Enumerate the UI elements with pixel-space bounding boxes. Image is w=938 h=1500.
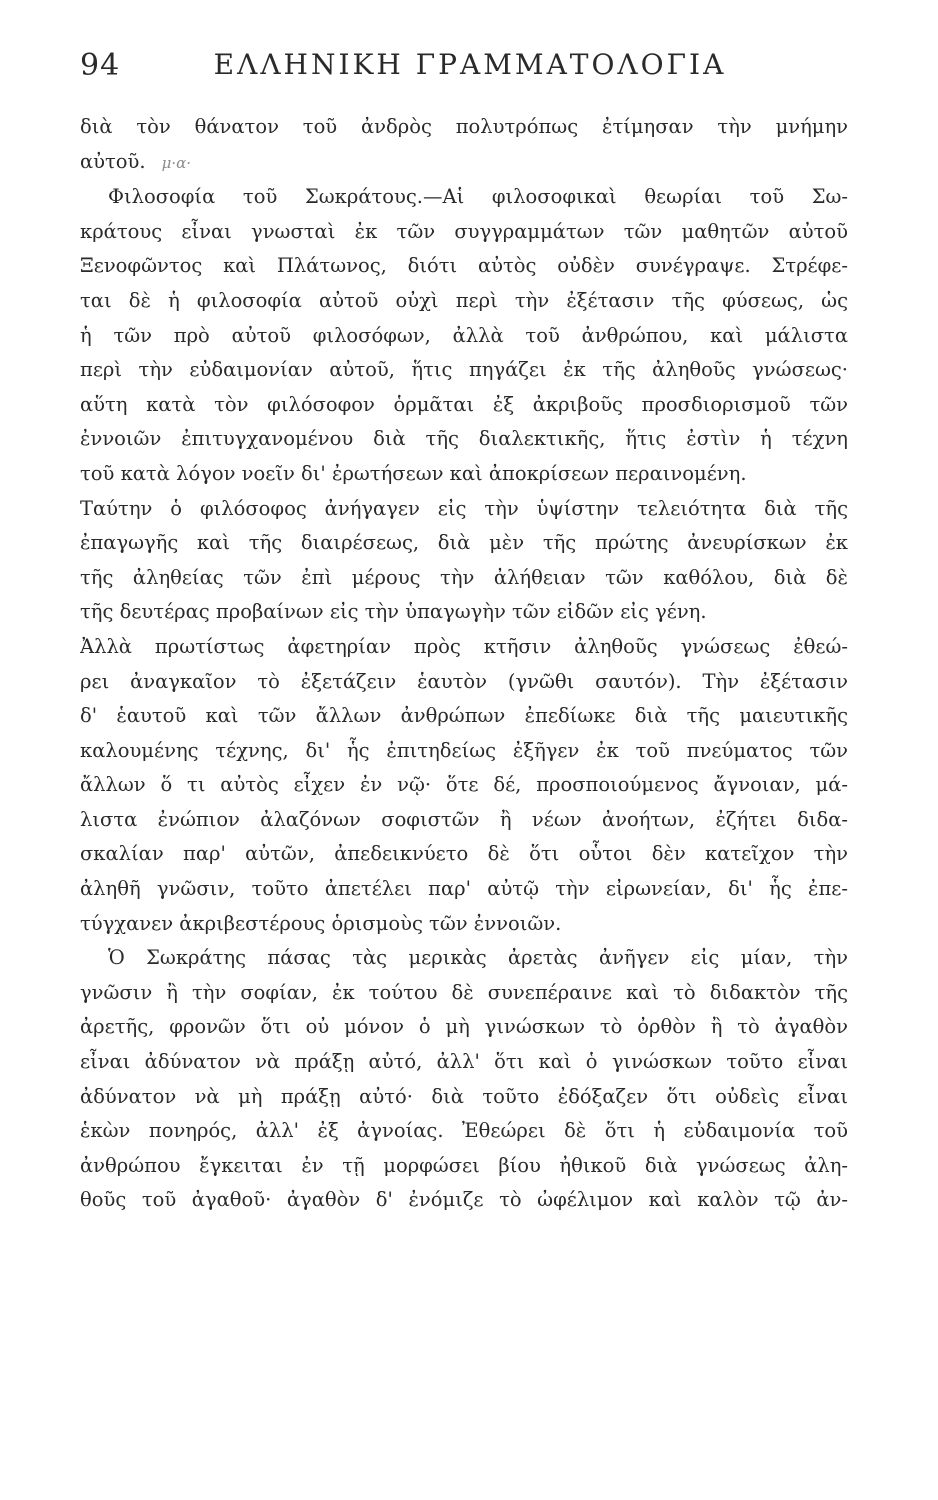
text-line: καλουμένης τέχνης, δι' ἧς ἐπιτηδείως ἐξῆγεν ἐκ τοῦ πνεύματος τῶν [80, 738, 848, 762]
text-line: Ταύτην ὁ φιλόσοφος ἀνήγαγεν εἰς τὴν ὑψίστην τελειότητα διὰ τῆς [80, 496, 848, 520]
text-line: Ὁ Σωκράτης πάσας τὰς μερικὰς ἀρετὰς ἀνῆγεν εἰς μίαν, τὴν [108, 946, 848, 970]
text-line: ἐννοιῶν ἐπιτυγχανομένου διὰ τῆς διαλεκτικῆς, ἥτις ἐστὶν ἡ τέχνη [80, 427, 848, 451]
text-line: ἄλλων ὅ τι αὐτὸς εἶχεν ἐν νῷ· ὅτε δέ, προσποιούμενος ἄγνοιαν, μά- [80, 773, 848, 797]
text-line: τῆς ἀληθείας τῶν ἐπὶ μέρους τὴν ἀλήθειαν τῶν καθόλου, διὰ δὲ [80, 565, 848, 589]
text-line: τῆς δευτέρας προβαίνων εἰς τὴν ὑπαγωγὴν τῶν εἰδῶν εἰς γένη. [80, 600, 707, 624]
text-line: ἡ τῶν πρὸ αὐτοῦ φιλοσόφων, ἀλλὰ τοῦ ἀνθρώπου, καὶ μάλιστα [80, 323, 848, 347]
text-line: γνῶσιν ἢ τὴν σοφίαν, ἐκ τούτου δὲ συνεπέραινε καὶ τὸ διδακτὸν τῆς [80, 980, 848, 1004]
text-line: ἀρετῆς, φρονῶν ὅτι οὐ μόνον ὁ μὴ γινώσκων τὸ ὀρθὸν ἢ τὸ ἀγαθὸν [80, 1015, 848, 1039]
text-line: αὕτη κατὰ τὸν φιλόσοφον ὁρμᾶται ἐξ ἀκριβοῦς προσδιορισμοῦ τῶν [80, 392, 848, 416]
text-line: περὶ τὴν εὐδαιμονίαν αὐτοῦ, ἥτις πηγάζει ἐκ τῆς ἀληθοῦς γνώσεως· [80, 358, 848, 382]
text-line: ἑκὼν πονηρός, ἀλλ' ἐξ ἀγνοίας. Ἐθεώρει δὲ ὅτι ἡ εὐδαιμονία τοῦ [80, 1119, 848, 1143]
text-line: τοῦ κατὰ λόγον νοεῖν δι' ἐρωτήσεων καὶ ἀποκρίσεων περαινομένη. [80, 461, 747, 485]
text-line: σκαλίαν παρ' αὐτῶν, ἀπεδεικνύετο δὲ ὅτι οὗτοι δὲν κατεῖχον τὴν [80, 842, 848, 866]
body-text [80, 110, 848, 1218]
text-line: δ' ἑαυτοῦ καὶ τῶν ἄλλων ἀνθρώπων ἐπεδίωκε διὰ τῆς μαιευτικῆς [80, 704, 848, 728]
text-line: ρει ἀναγκαῖον τὸ ἐξετάζειν ἑαυτὸν (γνῶθι σαυτόν). Τὴν ἐξέτασιν [80, 669, 848, 693]
text-line: ἀληθῆ γνῶσιν, τοῦτο ἀπετέλει παρ' αὐτῷ τὴν εἰρωνείαν, δι' ἧς ἐπε- [80, 877, 848, 901]
text-line: διὰ τὸν θάνατον τοῦ ἀνδρὸς πολυτρόπως ἐτίμησαν τὴν μνήμην [80, 115, 848, 138]
text-line: ται δὲ ἡ φιλοσοφία αὐτοῦ οὐχὶ περὶ τὴν ἐξέτασιν τῆς φύσεως, ὡς [80, 288, 848, 312]
running-title: ΕΛΛΗΝΙΚΗ ΓΡΑΜΜΑΤΟΛΟΓΙΑ [213, 48, 727, 81]
text-line: Ἀλλὰ πρωτίστως ἀφετηρίαν πρὸς κτῆσιν ἀληθοῦς γνώσεως ἐθεώ- [80, 634, 848, 658]
handwritten-annotation: μ·α· [161, 153, 192, 172]
text-line: Φιλοσοφία τοῦ Σωκράτους.—Αἱ φιλοσοφικαὶ θεωρίαι τοῦ Σω- [108, 185, 848, 209]
text-line: Ξενοφῶντος καὶ Πλάτωνος, διότι αὐτὸς οὐδὲν συνέγραψε. Στρέφε- [80, 254, 848, 278]
text-line [80, 145, 848, 181]
text-line: θοῦς τοῦ ἀγαθοῦ· ἀγαθὸν δ' ἐνόμιζε τὸ ὠφέλιμον καὶ καλὸν τῷ ἀν- [80, 1188, 848, 1212]
text-line: κράτους εἶναι γνωσταὶ ἐκ τῶν συγγραμμάτων τῶν μαθητῶν αὐτοῦ [80, 219, 848, 243]
text-line: ἀνθρώπου ἔγκειται ἐν τῇ μορφώσει βίου ἠθικοῦ διὰ γνώσεως ἀλη- [80, 1153, 848, 1177]
text-line: ἀδύνατον νὰ μὴ πράξῃ αὐτό· διὰ τοῦτο ἐδόξαζεν ὅτι οὐδεὶς εἶναι [80, 1084, 848, 1108]
text-line: λιστα ἐνώπιον ἀλαζόνων σοφιστῶν ἢ νέων ἀνοήτων, ἐζήτει διδα- [80, 807, 848, 831]
page-header [80, 40, 860, 90]
text-line: τύγχανεν ἀκριβεστέρους ὁρισμοὺς τῶν ἐννοιῶν. [80, 911, 562, 935]
text-line: ἐπαγωγῆς καὶ τῆς διαιρέσεως, διὰ μὲν τῆς πρώτης ἀνευρίσκων ἐκ [80, 531, 848, 555]
page-number: 94 [80, 48, 121, 83]
text-line-content: αὐτοῦ. [80, 149, 146, 173]
text-line: εἶναι ἀδύνατον νὰ πράξῃ αὐτό, ἀλλ' ὅτι καὶ ὁ γινώσκων τοῦτο εἶναι [80, 1050, 848, 1074]
